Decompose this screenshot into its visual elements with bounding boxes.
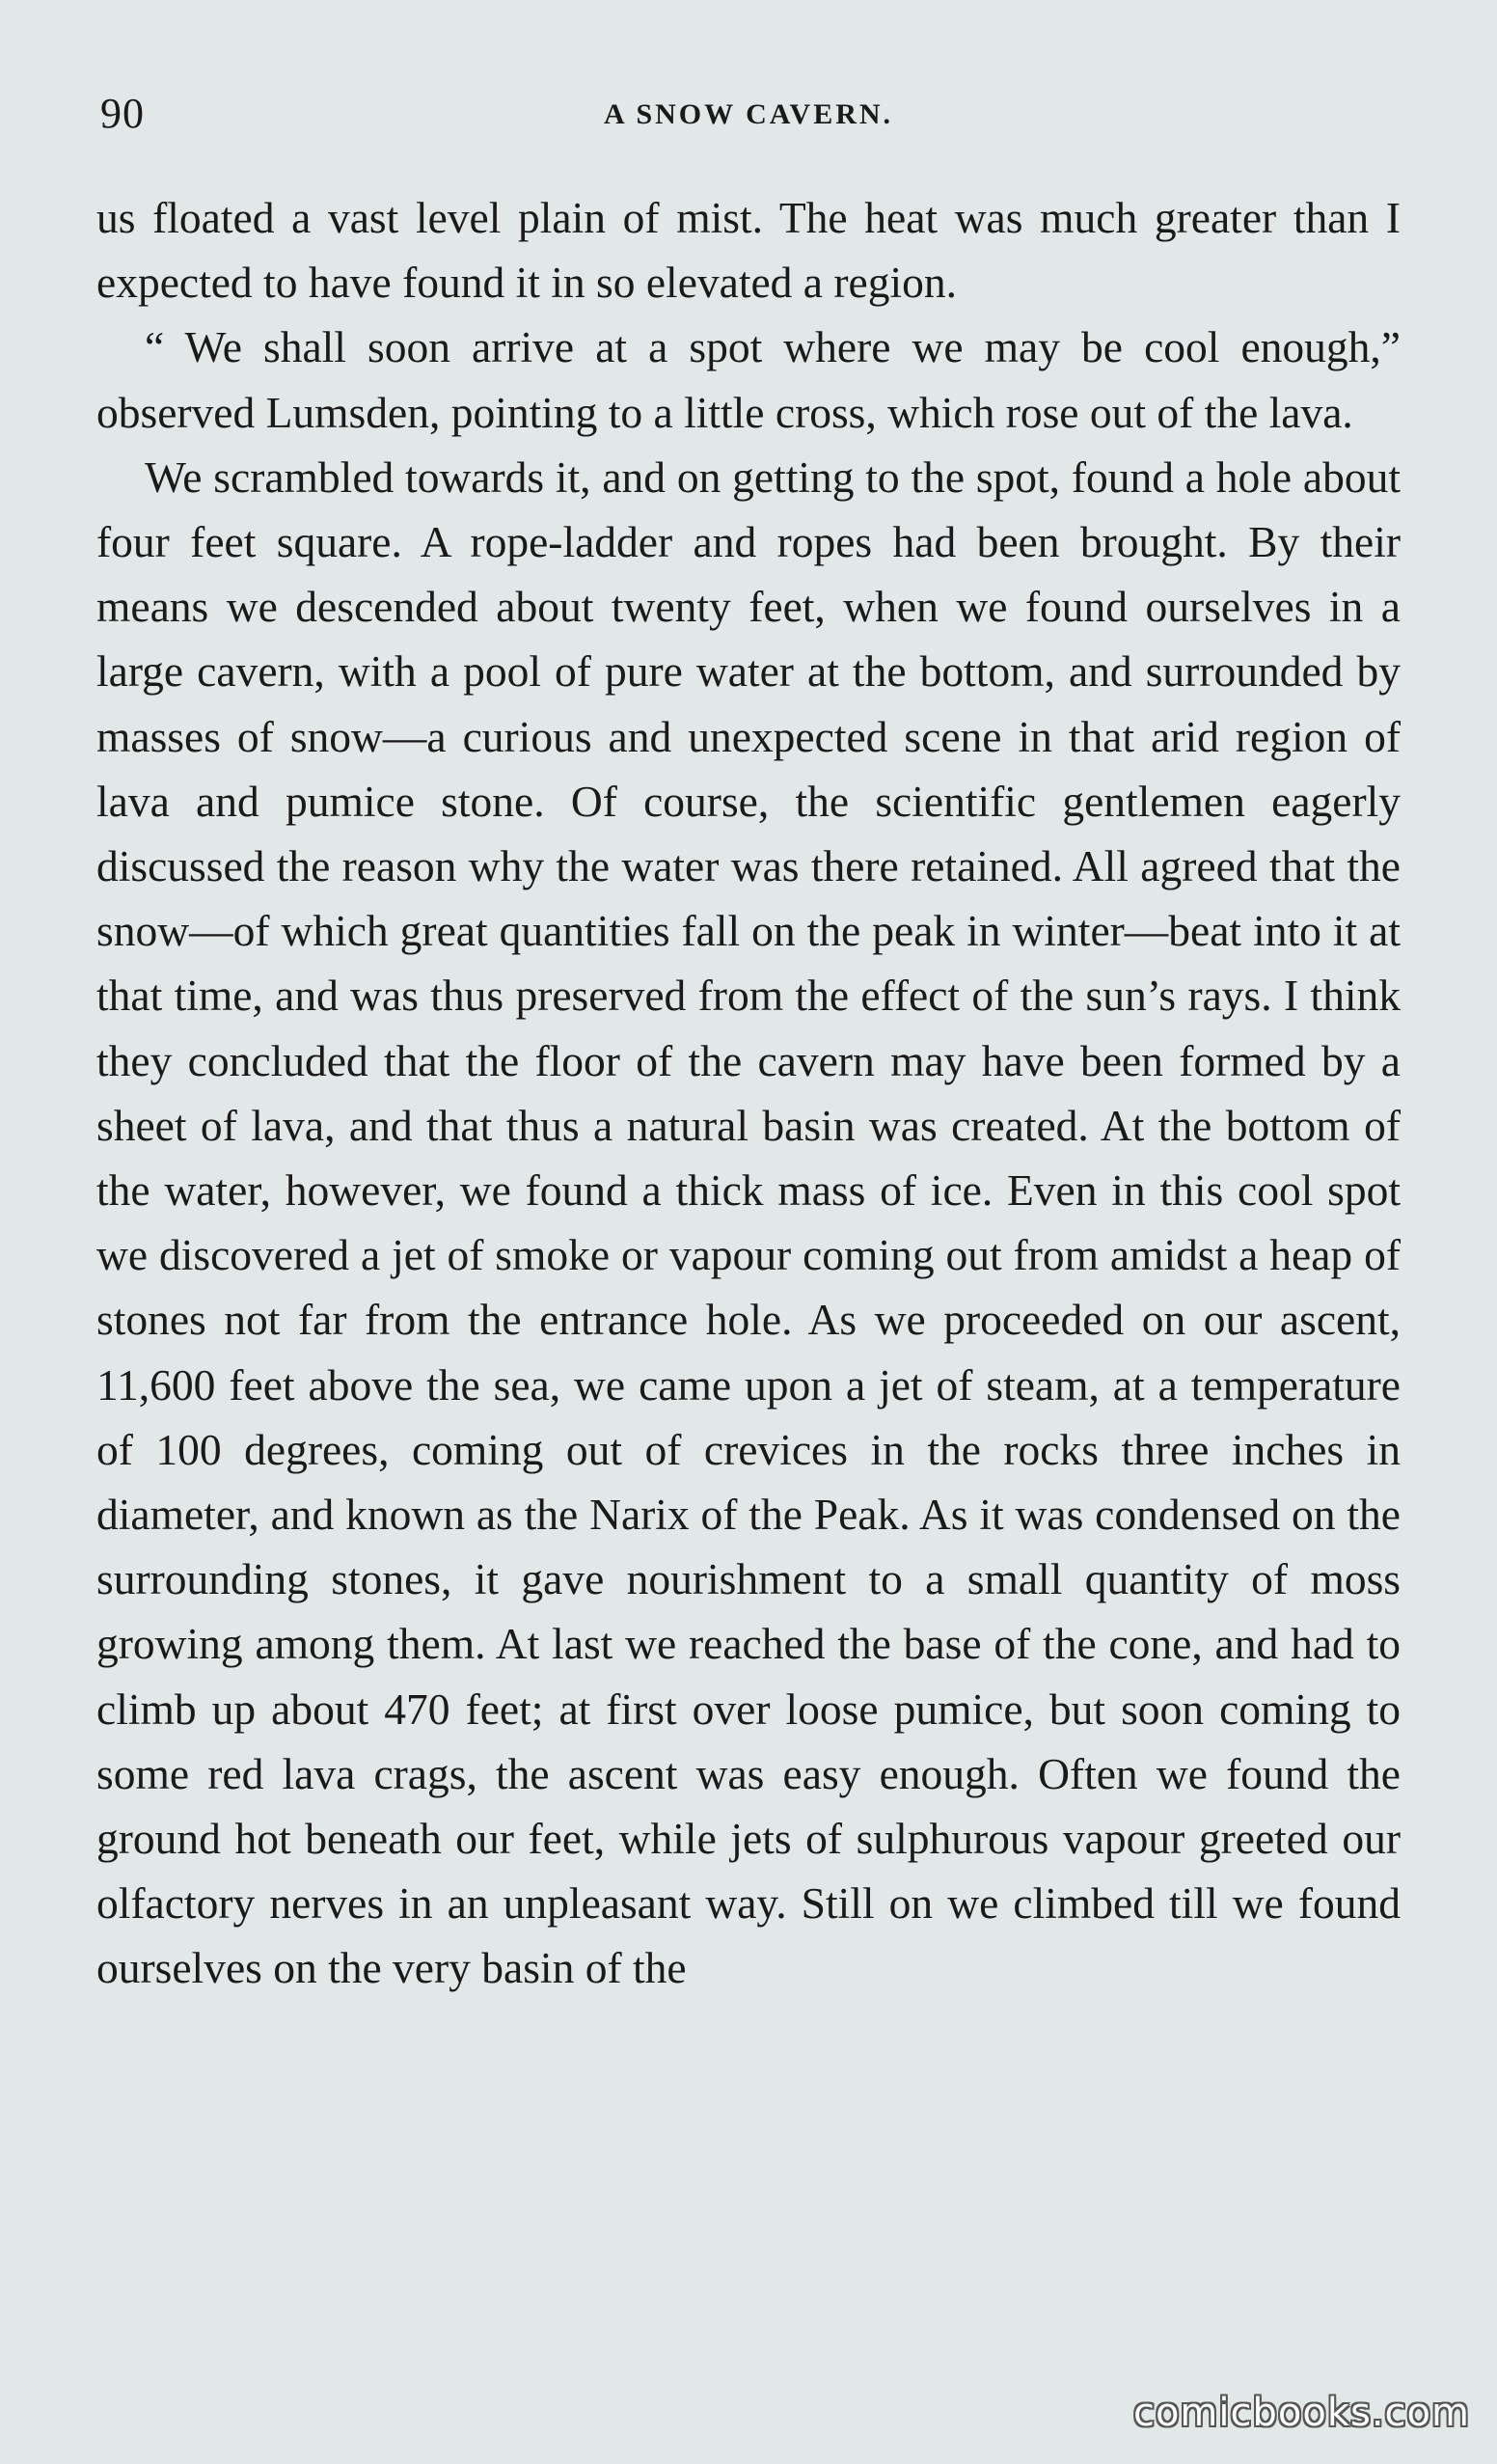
watermark: comicbooks.com <box>1132 2391 1470 2435</box>
page-number: 90 <box>100 90 145 137</box>
running-head: A SNOW CAVERN. <box>603 98 894 130</box>
body-text <box>96 185 1401 2001</box>
paragraph: “ We shall soon arrive at a spot where we may be cool enough,” observed Lumsden, pointing to a little cross, which rose out of the lava. <box>96 322 1401 437</box>
paragraph: us floated a vast level plain of mist. The heat was much greater than I expected to have found it in so elevated a region. <box>96 193 1401 308</box>
page-header <box>96 89 1401 147</box>
paragraph: We scrambled towards it, and on getting to the spot, found a hole about four feet square. A rope-ladder and ropes had been brought. By their means we descended about twenty feet, when we found ourselves in a large cavern, with a pool of pure water at the bottom, and surrounded by masses of snow—a curious and unexpected scene in that arid region of lava and pumice stone. Of course, the scientific gentlemen eagerly discussed the reason why the water was there retained. All agreed that the snow—of which great quantities fall on the peak in winter—beat into it at that time, and was thus preserved from the effect of the sun’s rays. I think they concluded that the floor of the cavern may have been formed by a sheet of lava, and that thus a natural basin was created. At the bottom of the water, however, we found a thick mass of ice. Even in this cool spot we discovered a jet of smoke or vapour coming out from amidst a heap of stones not far from the entrance hole. As we proceeded on our ascent, 11,600 feet above the sea, we came upon a jet of steam, at a temperature of 100 degrees, coming out of crevices in the rocks three inches in diameter, and known as the Narix of the Peak. As it was condensed on the surrounding stones, it gave nourishment to a small quantity of moss growing among them. At last we reached the base of the cone, and had to climb up about 470 feet; at first over loose pumice, but soon coming to some red lava crags, the ascent was easy enough. Often we found the ground hot beneath our feet, while jets of sulphurous vapour greeted our olfactory nerves in an unpleasant way. Still on we climbed till we found ourselves on the very basin of the <box>96 452 1401 1993</box>
